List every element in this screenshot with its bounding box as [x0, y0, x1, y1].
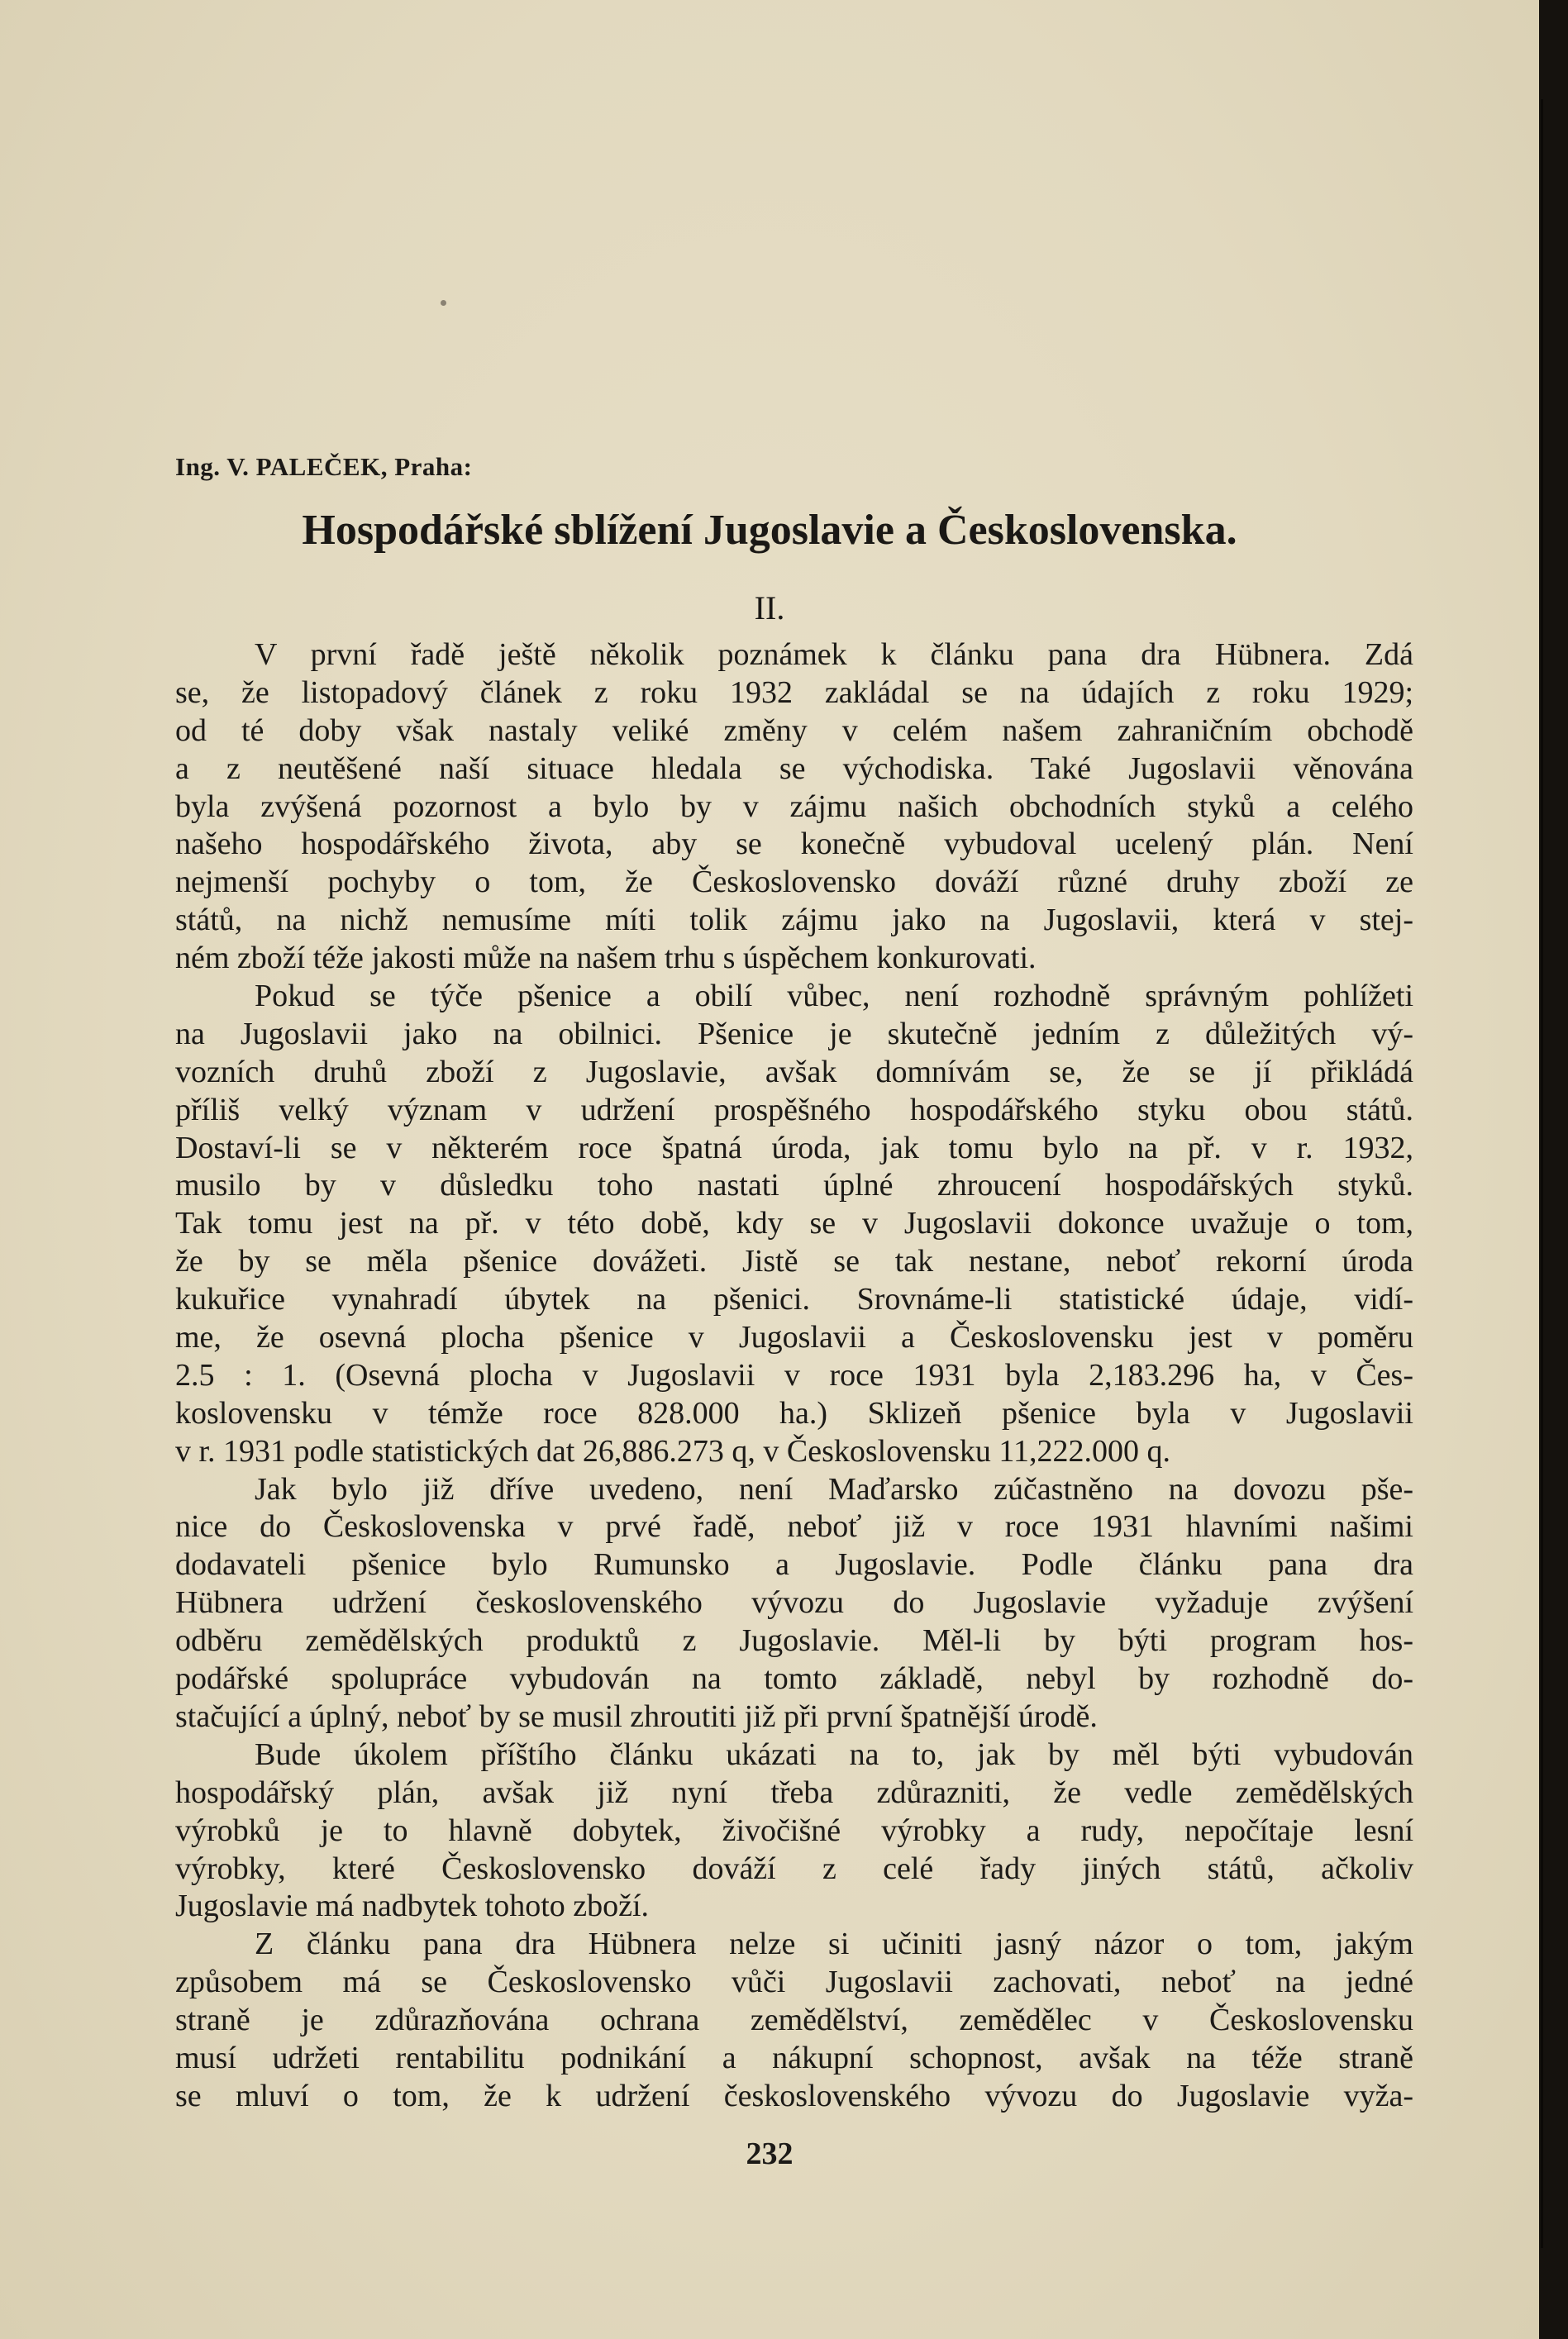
text-line: že by se měla pšenice dovážeti. Jistě se tak nestane, neboť rekorní úroda	[175, 1244, 1413, 1279]
text-line: se, že listopadový článek z roku 1932 zakládal se na údajích z roku 1929;	[175, 674, 1413, 710]
text-line: straně je zdůrazňována ochrana zemědělství, zemědělec v Československu	[175, 2003, 1413, 2038]
text-line: Tak tomu jest na př. v této době, kdy se v Jugoslavii dokonce uvažuje o tom,	[175, 1206, 1413, 1241]
article-body	[175, 636, 1413, 2116]
text-line: výrobky, které Československo dováží z celé řady jiných států, ačkoliv	[175, 1851, 1413, 1886]
text-line: Jak bylo již dříve uvedeno, není Maďarsko zúčastněno na dovozu pše-	[255, 1471, 1413, 1507]
text-line: Jugoslavie má nadbytek tohoto zboží.	[175, 1889, 650, 1924]
text-line: nejmenší pochyby o tom, že Československo dováží různé druhy zboží ze	[175, 865, 1413, 900]
text-line: výrobků je to hlavně dobytek, živočišné výrobky a rudy, nepočítaje lesní	[175, 1813, 1413, 1848]
text-line: se mluví o tom, že k udržení československého vývozu do Jugoslavie vyža-	[175, 2078, 1413, 2113]
text-line: 2.5 : 1. (Osevná plocha v Jugoslavii v roce 1931 byla 2,183.296 ha, v Čes-	[175, 1357, 1413, 1393]
text-line: V první řadě ještě několik poznámek k článku pana dra Hübnera. Zdá	[255, 637, 1413, 672]
text-line: Pokud se týče pšenice a obilí vůbec, není rozhodně správným pohlížeti	[255, 979, 1413, 1014]
text-line: nice do Československa v prvé řadě, neboť již v roce 1931 hlavními našimi	[175, 1509, 1413, 1545]
page-edge-shadow	[1539, 0, 1568, 2339]
text-line: koslovensku v témže roce 828.000 ha.) Sklizeň pšenice byla v Jugoslavii	[175, 1395, 1413, 1431]
text-line: dodavateli pšenice bylo Rumunsko a Jugoslavie. Podle článku pana dra	[175, 1547, 1413, 1583]
text-line: Hübnera udržení československého vývozu do Jugoslavie vyžaduje zvýšení	[175, 1585, 1413, 1621]
text-line: států, na nichž nemusíme míti tolik zájmu jako na Jugoslavii, která v stej-	[175, 903, 1413, 938]
text-line: musilo by v důsledku toho nastati úplné zhroucení hospodářských styků.	[175, 1168, 1413, 1203]
text-line: podářské spolupráce vybudován na tomto základě, nebyl by rozhodně do-	[175, 1661, 1413, 1697]
text-line: způsobem má se Československo vůči Jugoslavii zachovati, neboť na jedné	[175, 1965, 1413, 2000]
text-line: od té doby však nastaly veliké změny v celém našem zahraničním obchodě	[175, 712, 1413, 748]
text-line: byla zvýšená pozornost a bylo by v zájmu našich obchodních styků a celého	[175, 788, 1413, 824]
text-line: Z článku pana dra Hübnera nelze si učiniti jasný názor o tom, jakým	[255, 1927, 1413, 1962]
binding-line	[1541, 99, 1543, 2248]
article-title: Hospodářské sblížení Jugoslavie a Československa.	[302, 507, 1237, 554]
page-number: 232	[746, 2137, 794, 2171]
text-line: na Jugoslavii jako na obilnici. Pšenice je skutečně jedním z důležitých vý-	[175, 1016, 1413, 1051]
text-line: odběru zemědělských produktů z Jugoslavie. Měl-li by býti program hos-	[175, 1623, 1413, 1659]
text-line: stačující a úplný, neboť by se musil zhroutiti již při první špatnější úrodě.	[175, 1698, 1098, 1734]
text-line: Bude úkolem příštího článku ukázati na to, jak by měl býti vybudován	[255, 1736, 1413, 1772]
text-line: vozních druhů zboží z Jugoslavie, avšak domnívám se, že se jí přikládá	[175, 1054, 1413, 1089]
text-line: me, že osevná plocha pšenice v Jugoslavii a Československu jest v poměru	[175, 1320, 1413, 1355]
text-line: hospodářský plán, avšak již nyní třeba zdůrazniti, že vedle zemědělských	[175, 1774, 1413, 1810]
text-line: musí udržeti rentabilitu podnikání a nákupní schopnost, avšak na téže straně	[175, 2040, 1413, 2075]
text-line: ném zboží téže jakosti může na našem trhu s úspěchem konkurovati.	[175, 941, 1037, 976]
author-byline: Ing. V. PALEČEK, Praha:	[175, 452, 473, 481]
text-line: příliš velký význam v udržení prospěšného hospodářského styku obou států.	[175, 1092, 1413, 1127]
text-line: našeho hospodářského života, aby se konečně vybudoval ucelený plán. Není	[175, 827, 1413, 862]
paper-speck	[441, 300, 446, 306]
part-number: II.	[754, 589, 785, 626]
text-line: v r. 1931 podle statistických dat 26,886.273 q, v Československu 11,222.000 q.	[175, 1433, 1170, 1469]
text-line: Dostaví-li se v některém roce špatná úroda, jak tomu bylo na př. v r. 1932,	[175, 1130, 1413, 1165]
text-line: a z neutěšené naší situace hledala se východiska. Také Jugoslavii věnována	[175, 750, 1413, 786]
text-line: kukuřice vynahradí úbytek na pšenici. Srovnáme-li statistické údaje, vidí-	[175, 1282, 1413, 1317]
